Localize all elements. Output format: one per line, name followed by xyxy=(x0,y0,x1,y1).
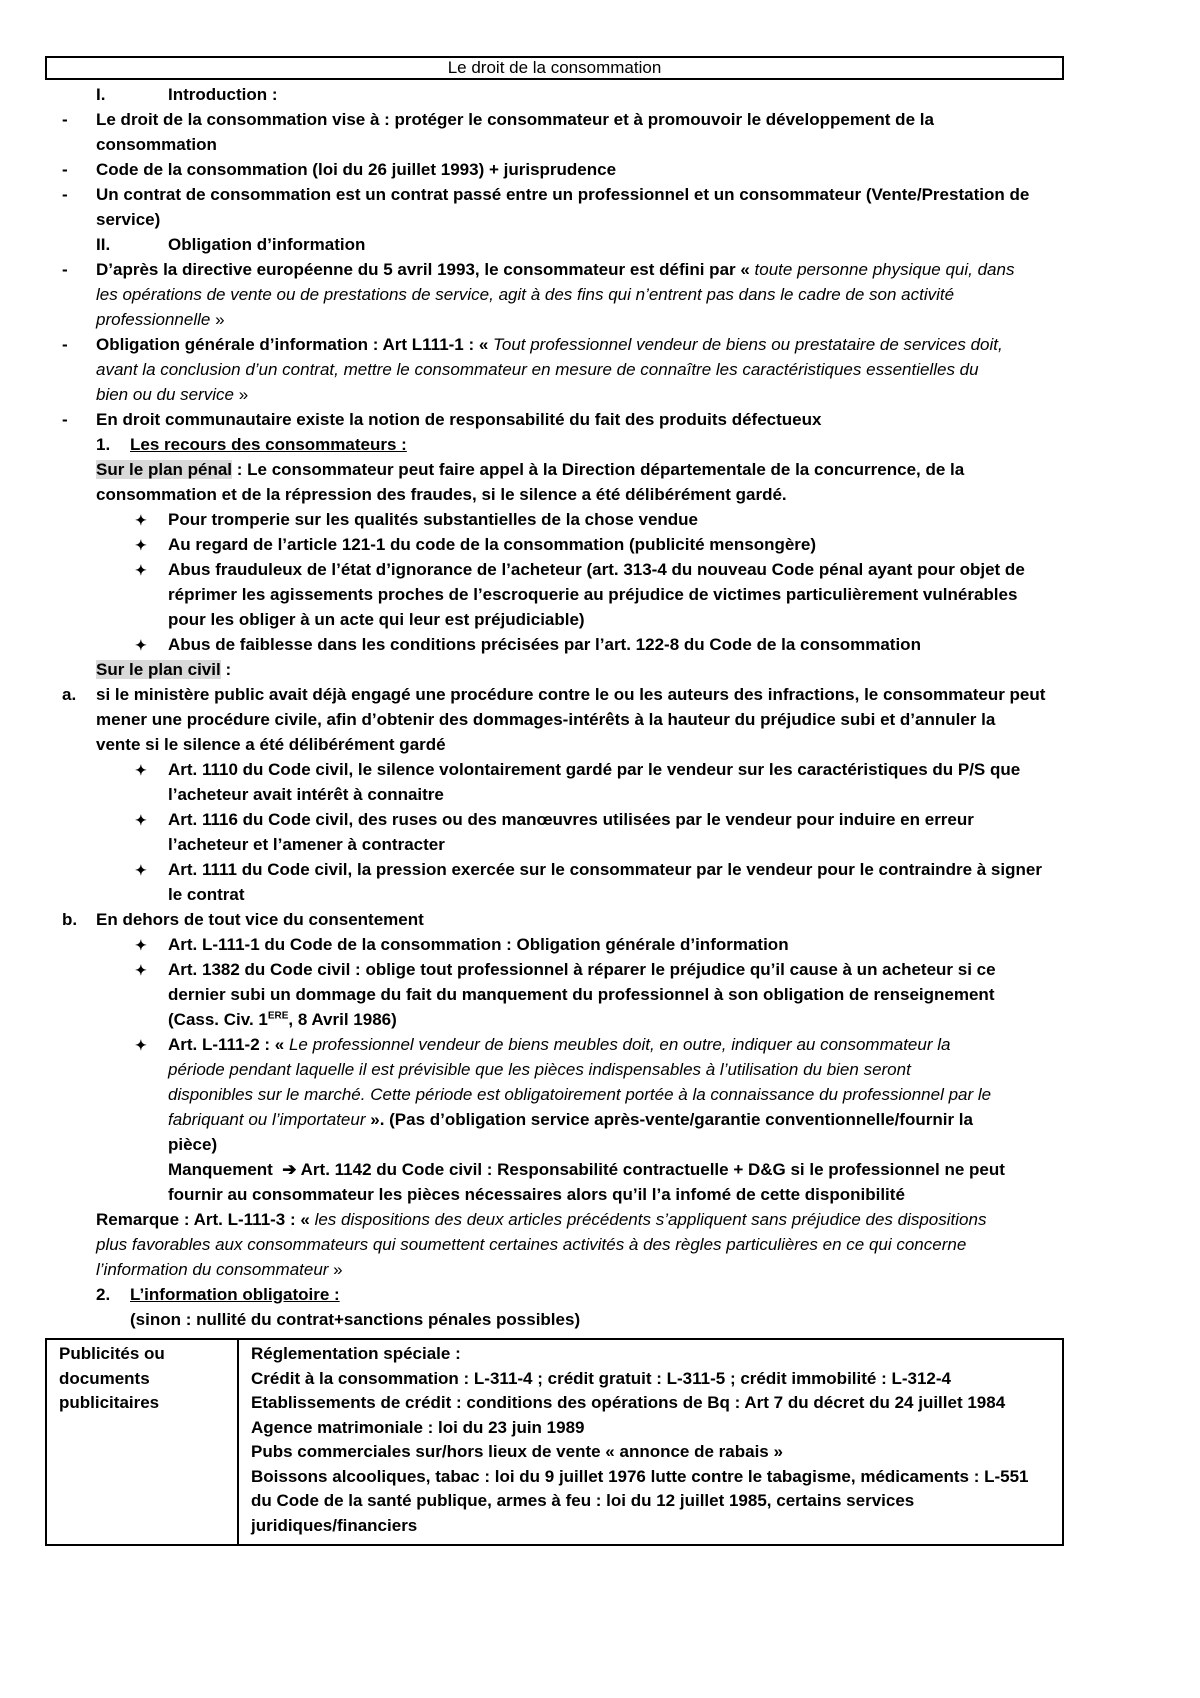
star-bullet-icon: ✦ xyxy=(135,537,147,553)
star-bullet-icon: ✦ xyxy=(135,512,147,528)
manquement-continuation: fournir au consommateur les pièces nécessaires alors qu’il l’a infomé de cette disponibilité xyxy=(168,1185,905,1204)
plan-penal-continuation: consommation et de la répression des fraudes, si le silence a été délibérément gardé. xyxy=(96,485,787,504)
arrow-right-icon: ➔ xyxy=(282,1160,297,1179)
plan-civil-heading: Sur le plan civil : xyxy=(96,660,232,679)
remarque-line: Remarque : Art. L-111-3 : « les dispositions des deux articles précédents s’appliquent sans préjudice des dispositions xyxy=(96,1210,987,1229)
subsection-recours-heading: 1. Les recours des consommateurs : xyxy=(96,435,407,454)
star-bullet-icon: ✦ xyxy=(135,762,147,778)
list-item-continuation: les opérations de vente ou de prestations de service, agit à des fins qui n’entrent pas dans le cadre de son activité xyxy=(96,285,955,304)
star-bullet-icon: ✦ xyxy=(135,562,147,578)
star-bullet-icon: ✦ xyxy=(135,937,147,953)
regulation-table xyxy=(45,1338,1064,1546)
document-title: Le droit de la consommation xyxy=(45,56,1064,80)
list-item-continuation: l’acheteur avait intérêt à connaitre xyxy=(168,785,444,804)
list-item-continuation: service) xyxy=(96,210,161,229)
list-item: ✦ Art. L-111-1 du Code de la consommation : Obligation générale d’information xyxy=(0,933,1200,957)
list-item: ✦ Abus frauduleux de l’état d’ignorance de l’acheteur (art. 313-4 du nouveau Code pénal ayant pour objet de xyxy=(0,558,1200,582)
list-item-continuation: période pendant laquelle il est prévisible que les pièces indispensables à l’utilisation du bien seront xyxy=(168,1060,911,1079)
table-row xyxy=(46,1339,1063,1545)
table-cell-category: Publicités ou documents publicitaires xyxy=(46,1339,238,1545)
star-bullet-icon: ✦ xyxy=(135,637,147,653)
list-item-continuation: professionnelle » xyxy=(96,310,225,329)
list-item: ✦ Art. 1382 du Code civil : oblige tout professionnel à réparer le préjudice qu’il cause à un acheteur si ce xyxy=(0,958,1200,982)
star-bullet-icon: ✦ xyxy=(135,812,147,828)
list-item: b. En dehors de tout vice du consentement xyxy=(62,910,424,929)
subsection-information-obligatoire-heading: 2. L’information obligatoire : xyxy=(96,1285,340,1304)
list-item: ✦ Abus de faiblesse dans les conditions précisées par l’art. 122-8 du Code de la consommation xyxy=(0,633,1200,657)
list-item: - Code de la consommation (loi du 26 juillet 1993) + jurisprudence xyxy=(62,160,617,179)
list-item-continuation: mener une procédure civile, afin d’obtenir des dommages-intérêts à la hauteur du préjudice subi et d’annuler la xyxy=(96,710,996,729)
list-item: - D’après la directive européenne du 5 avril 1993, le consommateur est défini par « toute personne physique qui, dans xyxy=(62,260,1015,279)
star-bullet-icon: ✦ xyxy=(135,962,147,978)
remarque-continuation: l’information du consommateur » xyxy=(96,1260,343,1279)
list-item-continuation: consommation xyxy=(96,135,217,154)
plan-penal-paragraph: Sur le plan pénal : Le consommateur peut faire appel à la Direction départementale de la concurrence, de la xyxy=(96,460,965,479)
table-cell-regulations: Réglementation spéciale : Crédit à la consommation : L-311-4 ; crédit gratuit : L-311-5 ; crédit immobilité : L-312-4 Etablissements de crédit : conditions des opérations de Bq : Art 7 du décret du 24 juillet 1984 Agence matrimoniale : loi du 23 juin 1989 Pubs commerciales sur/hors lieux de vente « annonce de rabais » Boissons alcooliques, tabac : loi du 9 juillet 1976 lutte contre le tabagisme, médicaments : L-551 du Code de la santé publique, armes à feu : loi du 12 juillet 1985, certains services juridiques/financiers xyxy=(238,1339,1063,1545)
list-item-continuation: pièce) xyxy=(168,1135,218,1154)
list-item-continuation: réprimer les agissements proches de l’escroquerie au préjudice de victimes particulièrement vulnérables xyxy=(168,585,1018,604)
plan-civil-label: Sur le plan civil xyxy=(96,660,221,679)
list-item: ✦ Art. L-111-2 : « Le professionnel vendeur de biens meubles doit, en outre, indiquer au consommateur la xyxy=(0,1033,1200,1057)
list-item: ✦ Art. 1110 du Code civil, le silence volontairement gardé par le vendeur sur les caractéristiques du P/S que xyxy=(0,758,1200,782)
list-item: ✦ Art. 1116 du Code civil, des ruses ou des manœuvres utilisées par le vendeur pour induire en erreur xyxy=(0,808,1200,832)
list-item: - En droit communautaire existe la notion de responsabilité du fait des produits défectueux xyxy=(62,410,822,429)
list-item-continuation: disponibles sur le marché. Cette période est obligatoirement portée à la connaissance du professionnel par le xyxy=(168,1085,992,1104)
remarque-continuation: plus favorables aux consommateurs qui soumettent certaines activités à des règles particulières en ce qui concerne xyxy=(96,1235,967,1254)
list-item-continuation: le contrat xyxy=(168,885,245,904)
list-item: - Le droit de la consommation vise à : protéger le consommateur et à promouvoir le développement de la xyxy=(62,110,934,129)
list-item: - Obligation générale d’information : Art L111-1 : « Tout professionnel vendeur de biens ou prestataire de services doit, xyxy=(62,335,1003,354)
section-introduction-heading: I. Introduction : xyxy=(96,85,278,104)
list-item-continuation: avant la conclusion d’un contrat, mettre le consommateur en mesure de connaître les caractéristiques essentielles du xyxy=(96,360,979,379)
star-bullet-icon: ✦ xyxy=(135,1037,147,1053)
list-item-continuation: (Cass. Civ. 1ERE, 8 Avril 1986) xyxy=(168,1010,397,1029)
obligatoire-note: (sinon : nullité du contrat+sanctions pénales possibles) xyxy=(130,1310,581,1329)
list-item: ✦ Pour tromperie sur les qualités substantielles de la chose vendue xyxy=(0,508,1200,532)
star-bullet-icon: ✦ xyxy=(135,862,147,878)
list-item: - Un contrat de consommation est un contrat passé entre un professionnel et un consommateur (Vente/Prestation de xyxy=(62,185,1030,204)
section-information-heading: II. Obligation d’information xyxy=(96,235,366,254)
list-item-continuation: fabriquant ou l’importateur ». (Pas d’obligation service après-vente/garantie conventionnelle/fournir la xyxy=(168,1110,973,1129)
list-item-continuation: bien ou du service » xyxy=(96,385,249,404)
manquement-line: Manquement ➔ Art. 1142 du Code civil : Responsabilité contractuelle + D&G si le professionnel ne peut xyxy=(168,1160,1005,1179)
list-item-continuation: pour les obliger à un acte qui leur est préjudiciable) xyxy=(168,610,585,629)
list-item: ✦ Art. 1111 du Code civil, la pression exercée sur le consommateur par le vendeur pour le contraindre à signer xyxy=(0,858,1200,882)
plan-penal-label: Sur le plan pénal xyxy=(96,460,233,479)
list-item: ✦ Au regard de l’article 121-1 du code de la consommation (publicité mensongère) xyxy=(0,533,1200,557)
list-item-continuation: l’acheteur et l’amener à contracter xyxy=(168,835,445,854)
list-item-continuation: dernier subi un dommage du fait du manquement du professionnel à son obligation de renseignement xyxy=(168,985,995,1004)
list-item: a. si le ministère public avait déjà engagé une procédure contre le ou les auteurs des infractions, le consommateur peut xyxy=(62,685,1046,704)
list-item-continuation: vente si le silence a été délibérément gardé xyxy=(96,735,446,754)
